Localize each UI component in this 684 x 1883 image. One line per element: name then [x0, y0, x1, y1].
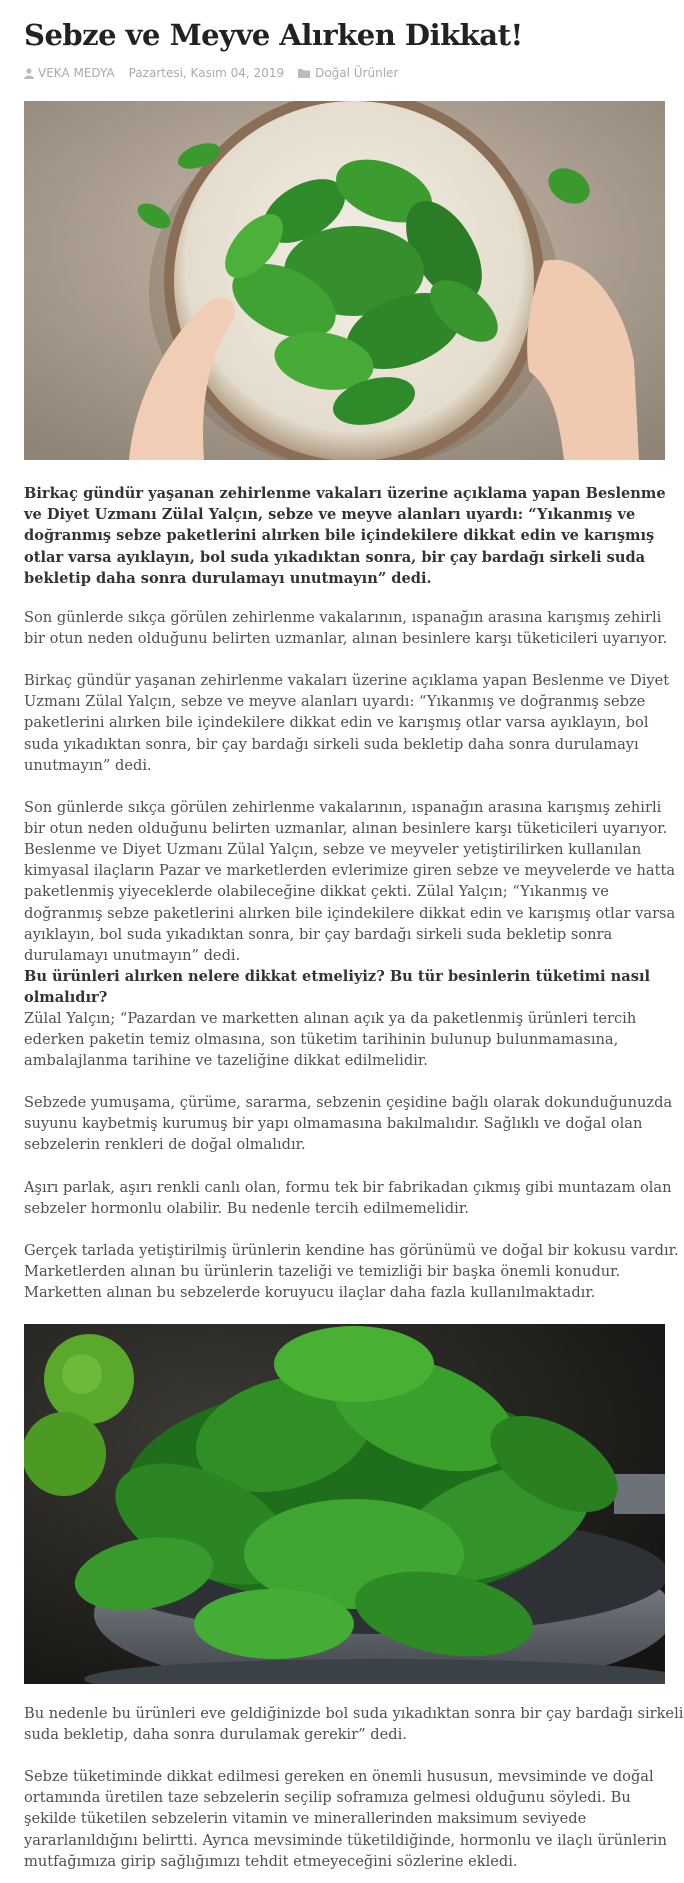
paragraph: Beslenme ve Diyet Uzmanı Zülal Yalçın, sebze ve meyveler yetiştirilirken kullanılan kimyasal ilaçların Pazar ve marketlerden evlerimize giren sebze ve meyvelerde ve hatta paketlenmiş yiyeceklerde olabileceğine dikkat çekti. Zülal Yalçın; “Yıkanmış ve doğranmış sebze paketlerini alırken bile içindekilere dikkat edin ve karışmış otlar varsa ayıklayın, bol suda yıkadıktan sonra, bir çay bardağı sirkeli suda bekletip sonra durulamayı unutmayın” dedi. [24, 841, 676, 965]
article-title: Sebze ve Meyve Alırken Dikkat! [24, 18, 523, 52]
folder-icon [298, 68, 311, 78]
category-link[interactable] [298, 66, 398, 80]
article-image-spinach-pot [24, 1324, 665, 1684]
category-name: Doğal Ürünler [315, 66, 399, 80]
author-name: VEKA MEDYA [38, 66, 115, 80]
post-date: Pazartesi, Kasım 04, 2019 [128, 66, 285, 80]
paragraph: Birkaç gündür yaşanan zehirlenme vakaları üzerine açıklama yapan Beslenme ve Diyet Uzmanı Zülal Yalçın, sebze ve meyve alanları uyardı: “Yıkanmış ve doğranmış sebze paketlerini alırken bile içindekilere dikkat edin ve karışmış otlar varsa ayıklayın, bol suda yıkadıktan sonra, bir çay bardağı sirkeli suda bekletip daha sonra durulamayı unutmayın” dedi. [24, 672, 670, 774]
paragraph-lead: Birkaç gündür yaşanan zehirlenme vakaları üzerine açıklama yapan Beslenme ve Diyet Uzmanı Zülal Yalçın, sebze ve meyve alanları uyardı: “Yıkanmış ve doğranmış sebze paketlerini alırken bile içindekilere dikkat edin ve karışmış otlar varsa ayıklayın, bol suda yıkadıktan sonra, bir çay bardağı sirkeli suda bekletip daha sonra durulamayı unutmayın” dedi. [24, 485, 666, 587]
paragraph: Zülal Yalçın; “Pazardan ve marketten alınan açık ya da paketlenmiş ürünleri tercih ederken paketin temiz olmasına, son tüketim tarihinin bulunup bulunmamasına, ambalajlanma tarihine ve tazeliğine dikkat edilmelidir. [24, 1010, 637, 1070]
article-meta [24, 66, 398, 80]
paragraph: Sebze tüketiminde dikkat edilmesi gereken en önemli hususun, mevsiminde ve doğal ortamında üretilen taze sebzelerin seçilip soframıza gelmesi olduğunu söyledi. Bu şekilde tüketilen sebzelerin vitamin ve minerallerinden maksimum seviyede yararlanıldığını belirtti. Ayrıca mevsiminde tüketildiğinde, hormonlu ve ilaçlı ürünlerin mutfağımıza girip sağlığımızı tehdit etmeyeceğini sözlerine ekledi. [24, 1768, 667, 1870]
paragraph: Bu nedenle bu ürünleri eve geldiğinizde bol suda yıkadıktan sonra bir çay bardağı sirkeli suda bekletip, daha sonra durulamak gerekir” dedi. [24, 1705, 684, 1744]
paragraph: Aşırı parlak, aşırı renkli canlı olan, formu tek bir fabrikadan çıkmış gibi muntazam olan sebzeler hormonlu olabilir. Bu nedenle tercih edilmemelidir. [24, 1179, 672, 1218]
paragraph: Sebzede yumuşama, çürüme, sararma, sebzenin çeşidine bağlı olarak dokunduğunuzda suyunu kaybetmiş kurumuş bir yapı olmamasına bakılmalıdır. Sağlıklı ve doğal olan sebzelerin renkleri de doğal olmalıdır. [24, 1094, 673, 1154]
section-question: Bu ürünleri alırken nelere dikkat etmeliyiz? Bu tür besinlerin tüketimi nasıl olmalıdır? [24, 968, 651, 1007]
paragraph: Son günlerde sıkça görülen zehirlenme vakalarının, ıspanağın arasına karışmış zehirli bir otun neden olduğunu belirten uzmanlar, alınan besinlere karşı tüketicileri uyarıyor. [24, 609, 668, 648]
paragraph: Son günlerde sıkça görülen zehirlenme vakalarının, ıspanağın arasına karışmış zehirli bir otun neden olduğunu belirten uzmanlar, alınan besinlere karşı tüketicileri uyarıyor. [24, 799, 668, 838]
user-icon [24, 68, 34, 79]
author-link[interactable] [24, 66, 115, 80]
article-image-spinach-plate [24, 101, 665, 460]
paragraph: Gerçek tarlada yetiştirilmiş ürünlerin kendine has görünümü ve doğal bir kokusu vardır. Marketlerden alınan bu ürünlerin tazeliği ve temizliği bir başka önemli konudur. Marketten alınan bu sebzelerde koruyucu ilaçlar daha fazla kullanılmaktadır. [24, 1242, 679, 1302]
